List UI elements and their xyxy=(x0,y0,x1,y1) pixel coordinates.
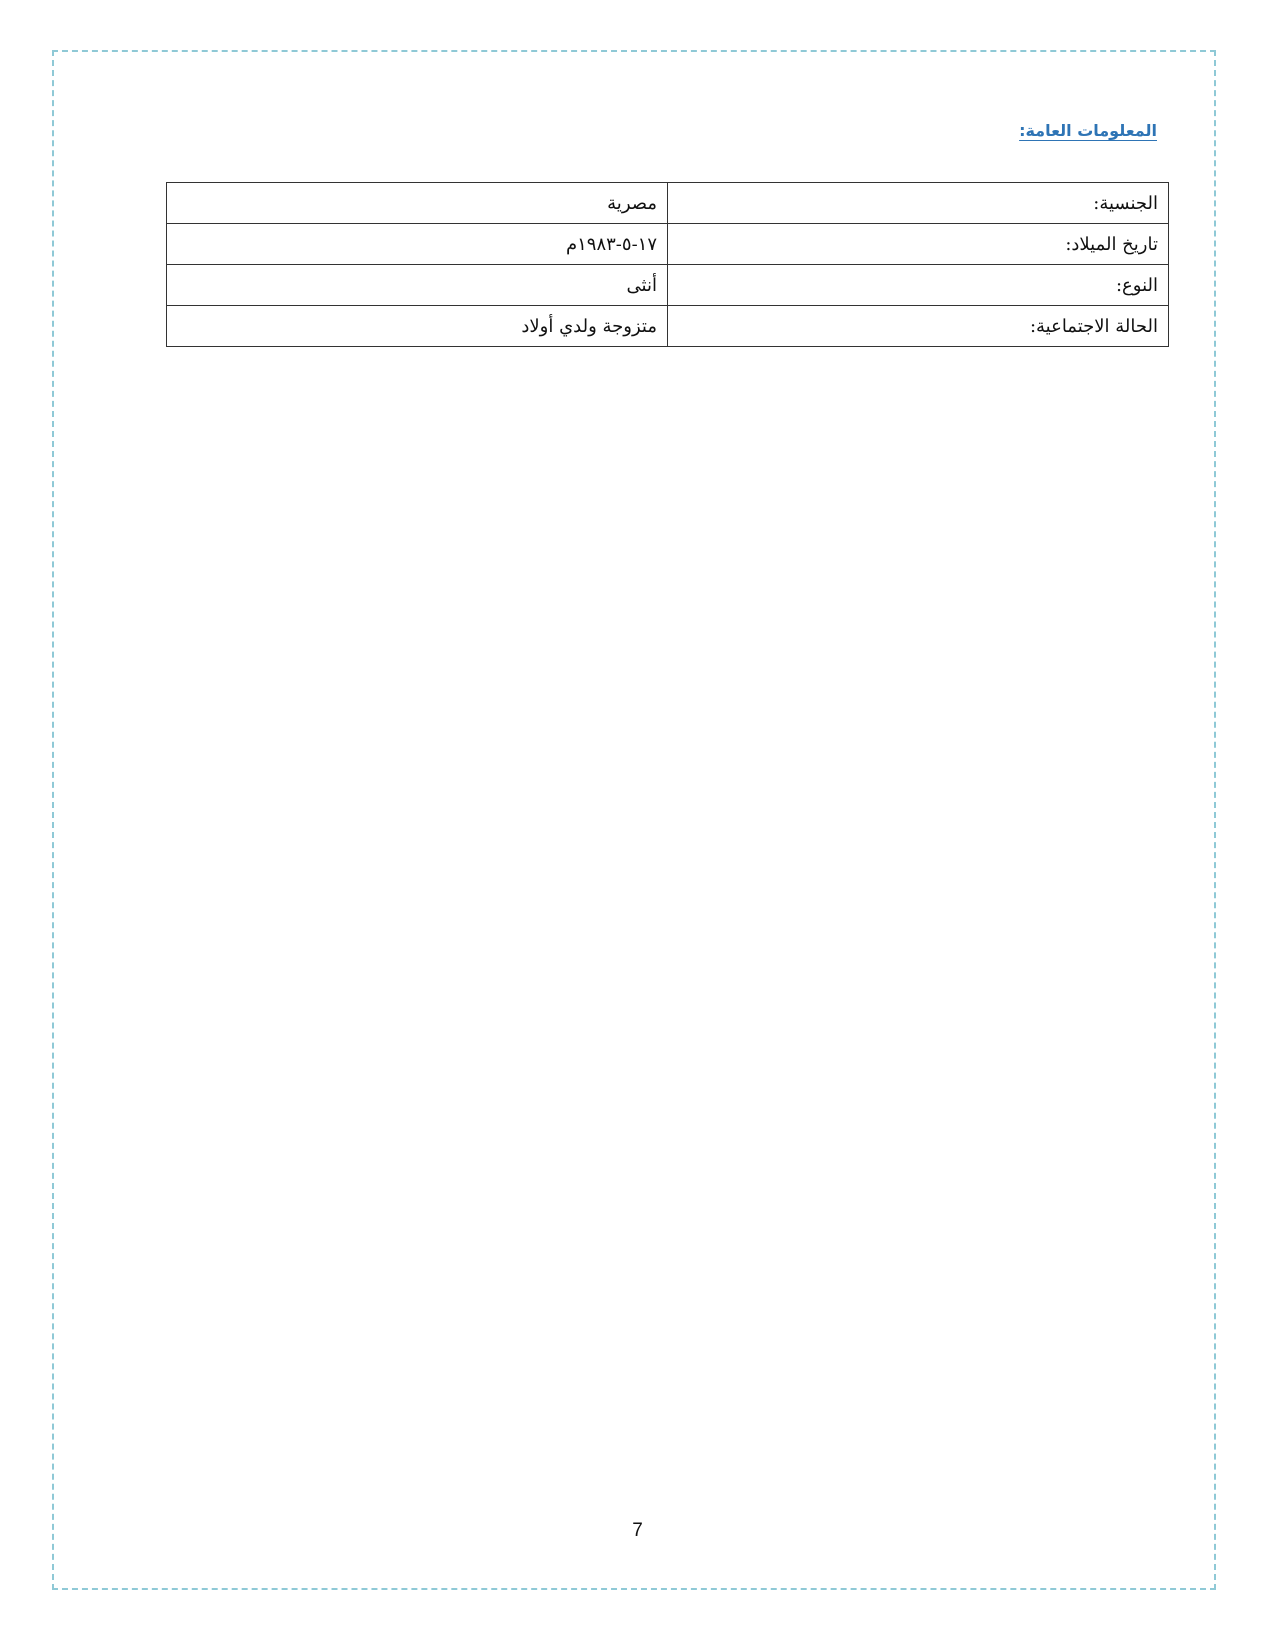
birthdate-label: تاريخ الميلاد: xyxy=(668,224,1169,265)
table-row-nationality xyxy=(167,183,1169,224)
gender-label: النوع: xyxy=(668,265,1169,306)
general-info-table xyxy=(166,182,1169,347)
table-row-gender xyxy=(167,265,1169,306)
table-row-marital-status xyxy=(167,306,1169,347)
marital-status-label: الحالة الاجتماعية: xyxy=(668,306,1169,347)
birthdate-value: ١٧-٥-١٩٨٣م xyxy=(167,224,668,265)
section-title: المعلومات العامة: xyxy=(1019,121,1157,140)
nationality-value: مصرية xyxy=(167,183,668,224)
gender-value: أنثى xyxy=(167,265,668,306)
marital-status-value: متزوجة ولدي أولاد xyxy=(167,306,668,347)
page-number: 7 xyxy=(632,1520,643,1541)
nationality-label: الجنسية: xyxy=(668,183,1169,224)
table-row-birthdate xyxy=(167,224,1169,265)
